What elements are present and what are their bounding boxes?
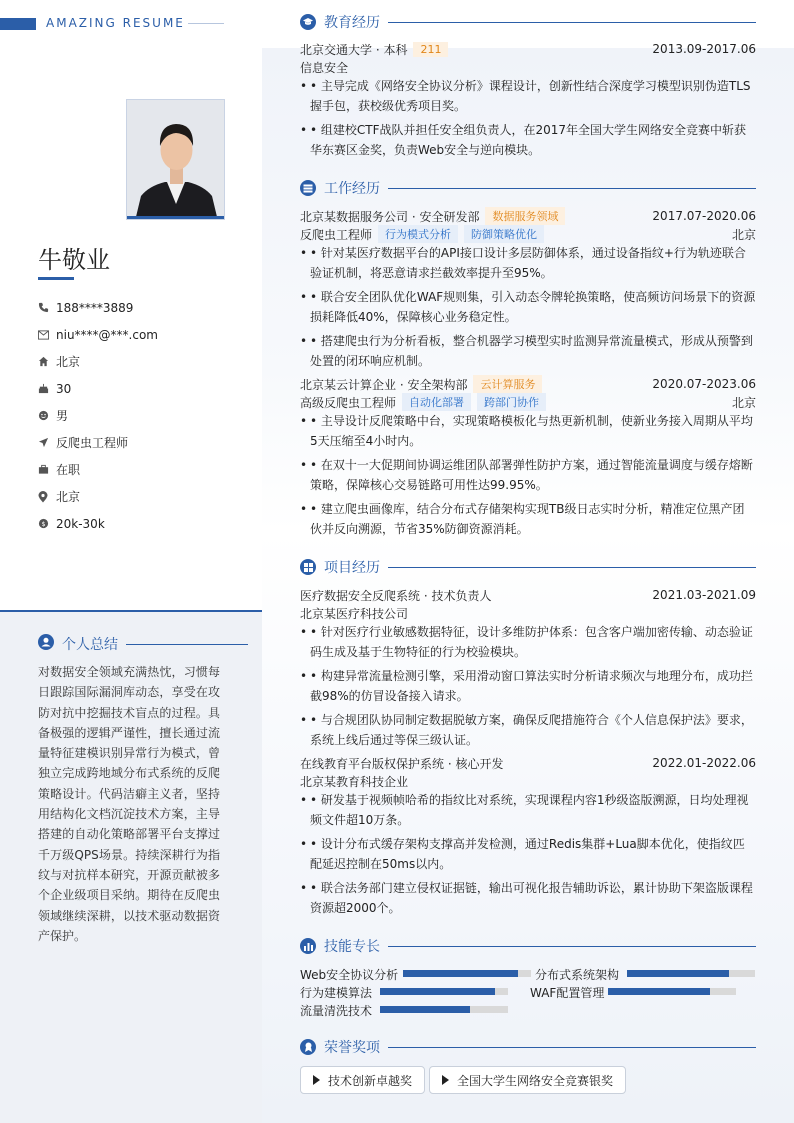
info-target-city bbox=[38, 483, 248, 510]
svg-text:$: $ bbox=[41, 519, 46, 528]
projects-title: 项目经历 bbox=[324, 560, 380, 576]
info-age bbox=[38, 375, 248, 402]
play-icon bbox=[313, 1075, 320, 1085]
job-company-row bbox=[300, 207, 756, 225]
job-role: 高级反爬虫工程师 bbox=[300, 395, 397, 410]
info-status bbox=[38, 456, 248, 483]
job-period: 2020.07-2023.06 bbox=[652, 377, 756, 391]
education-header bbox=[300, 11, 756, 33]
job-company-row bbox=[300, 375, 756, 393]
send-icon bbox=[38, 437, 56, 448]
skills-header bbox=[300, 935, 756, 957]
project-bullet: • • 针对医疗行业敏感数据特征，设计多维防护体系：包含客户端加密传输、动态验证码生成及基于生物特征的行为校验模块。 bbox=[300, 625, 753, 659]
education-period: 2013.09-2017.06 bbox=[652, 42, 756, 56]
award-icon bbox=[300, 1039, 316, 1055]
project-org-row bbox=[300, 772, 756, 790]
job-skill-tag: 跨部门协作 bbox=[477, 393, 546, 411]
phone-text: 188****3889 bbox=[56, 300, 134, 315]
brand-divider bbox=[188, 23, 224, 24]
layers-icon bbox=[300, 180, 316, 196]
work-title: 工作经历 bbox=[324, 181, 380, 197]
project-period: 2021.03-2021.09 bbox=[652, 588, 756, 602]
skill-item bbox=[530, 983, 604, 1001]
job-skill-tag: 自动化部署 bbox=[402, 393, 471, 411]
position-text: 反爬虫工程师 bbox=[56, 436, 129, 450]
school-name: 北京交通大学 · 本科 bbox=[300, 42, 408, 57]
skill-bar-fill bbox=[627, 970, 729, 977]
brand-title: AMAZING RESUME bbox=[46, 16, 185, 30]
target-city-text: 北京 bbox=[56, 490, 81, 504]
job-role-row bbox=[300, 225, 756, 243]
honor-label: 全国大学生网络安全竞赛银奖 bbox=[457, 1073, 614, 1088]
gender-text: 男 bbox=[56, 409, 69, 423]
project-bullet: • • 构建异常流量检测引擎，采用滑动窗口算法实时分析请求频次与地理分布，成功拦截98%的仿冒设备接入请求。 bbox=[300, 669, 753, 703]
job-company: 北京某数据服务公司 · 安全研发部 bbox=[300, 209, 480, 224]
profile-photo bbox=[126, 99, 225, 220]
skill-name: WAF配置管理 bbox=[530, 985, 605, 1000]
info-position bbox=[38, 429, 248, 456]
status-text: 在职 bbox=[56, 463, 81, 477]
job-industry-tag: 数据服务领域 bbox=[485, 207, 565, 225]
info-salary bbox=[38, 510, 248, 537]
project-name: 在线教育平台版权保护系统 · 核心开发 bbox=[300, 756, 504, 771]
skill-bar-fill bbox=[608, 988, 710, 995]
mail-icon bbox=[38, 330, 56, 340]
summary-title: 个人总结 bbox=[62, 637, 118, 653]
job-company: 北京某云计算企业 · 安全架构部 bbox=[300, 377, 468, 392]
play-icon bbox=[442, 1075, 449, 1085]
job-bullet: • • 联合安全团队优化WAF规则集，引入动态令牌轮换策略，使高频访问场景下的资源损耗降低40%，保障核心业务稳定性。 bbox=[300, 290, 756, 324]
work-header bbox=[300, 177, 756, 199]
job-skill-tag: 防御策略优化 bbox=[464, 225, 544, 243]
skill-bar bbox=[380, 1006, 508, 1013]
project-name-row bbox=[300, 586, 756, 604]
email-text: niu****@***.com bbox=[56, 327, 158, 342]
job-skill-tag: 行为模式分析 bbox=[378, 225, 458, 243]
candidate-name: 牛敬业 bbox=[38, 246, 110, 274]
project-org-row bbox=[300, 604, 756, 622]
info-gender bbox=[38, 402, 248, 429]
skill-bar-fill bbox=[403, 970, 518, 977]
honor-label: 技术创新卓越奖 bbox=[328, 1073, 413, 1088]
education-bullet: • • 主导完成《网络安全协议分析》课程设计，创新性结合深度学习模型识别伪造TLS握手包，获校级优秀项目奖。 bbox=[300, 79, 751, 113]
name-underline bbox=[38, 277, 74, 280]
location-text: 北京 bbox=[56, 355, 81, 369]
skill-item bbox=[300, 983, 372, 1001]
honors-header bbox=[300, 1036, 756, 1058]
project-org: 北京某医疗科技公司 bbox=[300, 606, 409, 621]
skill-name: Web安全协议分析 bbox=[300, 967, 399, 982]
honor-item bbox=[429, 1066, 626, 1094]
project-name: 医疗数据安全反爬系统 · 技术负责人 bbox=[300, 588, 492, 603]
info-phone bbox=[38, 294, 248, 321]
map-pin-icon bbox=[38, 491, 56, 503]
job-bullet: • • 在双十一大促期间协调运维团队部署弹性防护方案，通过智能流量调度与缓存熔断策略，保障核心交易链路可用性达99.95%。 bbox=[300, 458, 753, 492]
bar-chart-icon bbox=[300, 938, 316, 954]
skill-bar bbox=[627, 970, 755, 977]
contact-info-list bbox=[38, 294, 248, 537]
projects-header bbox=[300, 556, 756, 578]
skill-name: 行为建模算法 bbox=[300, 985, 373, 1000]
job-role: 反爬虫工程师 bbox=[300, 227, 373, 242]
project-bullet: • • 与合规团队协同制定数据脱敏方案，确保反爬措施符合《个人信息保护法》要求，系统上线后通过等保三级认证。 bbox=[300, 713, 753, 747]
project-bullet: • • 研发基于视频帧哈希的指纹比对系统，实现课程内容1秒级盗版溯源，日均处理视频文件超10万条。 bbox=[300, 793, 749, 827]
job-bullet: • • 建立爬虫画像库，结合分布式存储架构实现TB级日志实时分析，精准定位黑产团伙并反向溯源，节省35%防御资源消耗。 bbox=[300, 502, 745, 536]
info-location bbox=[38, 348, 248, 375]
briefcase-icon bbox=[38, 464, 56, 475]
graduation-cap-icon bbox=[300, 14, 316, 30]
job-bullet: • • 针对某医疗数据平台的API接口设计多层防御体系，通过设备指纹+行为轨迹联合验证机制，将恶意请求拦截效率提升至95%。 bbox=[300, 246, 746, 280]
brand-bar bbox=[0, 18, 36, 30]
user-icon bbox=[38, 634, 54, 654]
education-bullet: • • 组建校CTF战队并担任安全组负责人，在2017年全国大学生网络安全竞赛中斩获华东赛区金奖，负责Web安全与逆向模块。 bbox=[300, 123, 747, 157]
project-bullet: • • 联合法务部门建立侵权证据链，输出可视化报告辅助诉讼，累计协助下架盗版课程资源超2000个。 bbox=[300, 881, 753, 915]
project-bullet: • • 设计分布式缓存架构支撑高并发检测，通过Redis集群+Lua脚本优化，使指纹匹配延迟控制在50ms以内。 bbox=[300, 837, 745, 871]
cake-icon bbox=[38, 383, 56, 394]
skill-bar bbox=[380, 988, 508, 995]
skill-bar bbox=[403, 970, 531, 977]
honors-title: 荣誉奖项 bbox=[324, 1040, 380, 1056]
skill-name: 流量清洗技术 bbox=[300, 1003, 373, 1018]
face-icon bbox=[38, 410, 56, 421]
education-major: 信息安全 bbox=[300, 60, 349, 75]
home-icon bbox=[38, 356, 56, 367]
job-industry-tag: 云计算服务 bbox=[473, 375, 542, 393]
phone-icon bbox=[38, 302, 56, 313]
job-bullet: • • 搭建爬虫行为分析看板，整合机器学习模型实时监测异常流量模式，形成从预警到处置的闭环响应机制。 bbox=[300, 334, 753, 368]
education-school-row bbox=[300, 40, 756, 58]
skill-item bbox=[535, 965, 619, 983]
coin-icon bbox=[38, 518, 56, 529]
job-city: 北京 bbox=[731, 227, 756, 242]
skills-title: 技能专长 bbox=[324, 939, 380, 955]
honor-item bbox=[300, 1066, 425, 1094]
skill-name: 分布式系统架构 bbox=[535, 967, 620, 982]
job-bullet: • • 主导设计反爬策略中台，实现策略模板化与热更新机制，使新业务接入周期从平均5天压缩至4小时内。 bbox=[300, 414, 753, 448]
skill-item bbox=[300, 1001, 372, 1019]
skill-bar-fill bbox=[380, 1006, 470, 1013]
age-text: 30 bbox=[56, 381, 72, 396]
job-role-row bbox=[300, 393, 756, 411]
education-major-row bbox=[300, 58, 756, 76]
project-name-row bbox=[300, 754, 756, 772]
job-period: 2017.07-2020.06 bbox=[652, 209, 756, 223]
job-city: 北京 bbox=[731, 395, 756, 410]
summary-header bbox=[38, 633, 248, 655]
education-title: 教育经历 bbox=[324, 15, 380, 31]
project-org: 北京某教育科技企业 bbox=[300, 774, 409, 789]
grid-icon bbox=[300, 559, 316, 575]
skill-bar-fill bbox=[380, 988, 495, 995]
person-portrait-icon bbox=[127, 100, 225, 220]
project-period: 2022.01-2022.06 bbox=[652, 756, 756, 770]
skill-item bbox=[300, 965, 398, 983]
skill-bar bbox=[608, 988, 736, 995]
summary-text: 对数据安全领域充满热忱，习惯每日跟踪国际漏洞库动态，享受在攻防对抗中挖掘技术盲点的过程。具备极强的逻辑严谨性，擅长通过流量特征建模识别异常行为模式，曾独立完成跨地域分布式系统的反爬策略设计。代码洁癖主义者，坚持用结构化文档沉淀技术方案，主导搭建的自动化策略部署平台支撑过千万级QPS场景。持续深耕行为指纹与对抗样本研究，开源贡献被多个企业级项目采纳。期待在反爬虫领域继续深耕，以技术驱动数据资产保护。 bbox=[38, 665, 220, 943]
info-email bbox=[38, 321, 248, 348]
salary-text: 20k-30k bbox=[56, 516, 105, 531]
school-tag: 211 bbox=[413, 42, 448, 57]
